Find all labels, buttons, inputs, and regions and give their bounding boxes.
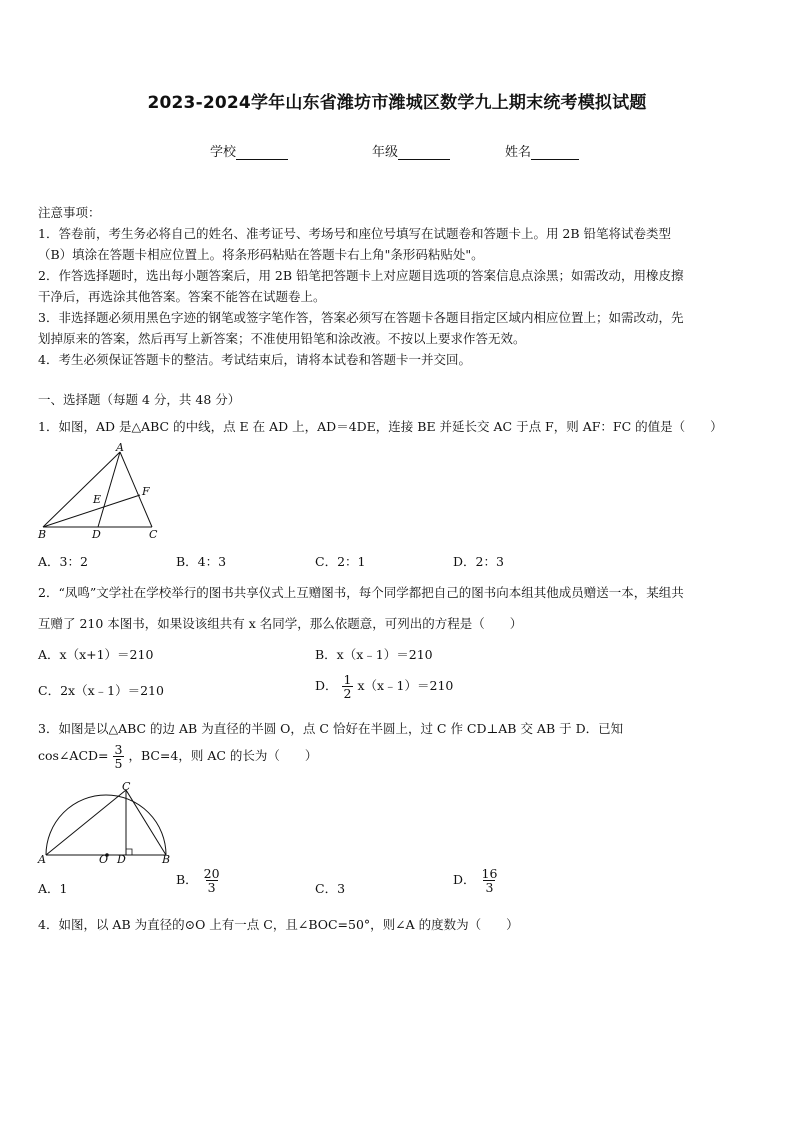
q3-cos-suffix: ，BC=4，则 AC 的长为（ ）: [128, 748, 318, 764]
q1-stem: 1．如图，AD 是△ABC 的中线，点 E 在 AD 上，AD＝4DE，连接 BE 并延长交 AC 于点 F，则 AF：FC 的值是（ ）: [38, 419, 723, 434]
grade-field: [372, 141, 450, 160]
q1-label-d: D: [92, 528, 101, 540]
q3-label-b: B: [162, 853, 171, 865]
notes-heading: 注意事项：: [38, 205, 101, 220]
grade-blank: [398, 145, 450, 160]
q1-label-a: A: [116, 441, 124, 454]
q3-semicircle-figure: [36, 779, 176, 865]
q3-label-c: C: [122, 780, 131, 793]
q1-option-a[interactable]: A．3：2: [38, 554, 88, 569]
q1-line-bf: [43, 495, 140, 527]
q3-cos-prefix: cos∠ACD=: [38, 748, 109, 764]
q2-option-c[interactable]: C．2x（x﹣1）＝210: [38, 683, 164, 698]
q2-option-b[interactable]: B．x（x﹣1）＝210: [315, 647, 433, 662]
q3-option-d[interactable]: [453, 867, 499, 894]
q2-option-d-numerator: 1: [343, 672, 352, 687]
notes-line-4: 干净后，再选涂其他答案。答案不能答在试题卷上。: [38, 289, 326, 304]
q3-right-angle-mark: [126, 849, 132, 855]
q3-option-b-denominator: 3: [207, 880, 216, 896]
q3-option-a[interactable]: A．1: [38, 881, 68, 896]
q2-stem-line-1: 2．“凤鸣”文学社在学校举行的图书共享仪式上互赠图书，每个同学都把自己的图书向本组其他成员赠送一本，某组共: [38, 585, 684, 600]
q1-option-d[interactable]: D．2：3: [453, 554, 504, 569]
notes-line-7: 4．考生必须保证答题卡的整洁。考试结束后，请将本试卷和答题卡一并交回。: [38, 352, 471, 367]
q2-option-d[interactable]: [315, 673, 453, 700]
name-field: [505, 141, 579, 160]
q2-option-d-denominator: 2: [343, 686, 352, 702]
q3-stem-line-2: [38, 743, 317, 770]
notes-line-2: （B）填涂在答题卡相应位置上。将条形码粘贴在答题卡右上角"条形码粘贴处"。: [38, 247, 484, 262]
q3-option-d-numerator: 16: [481, 866, 498, 881]
page-title: 2023-2024学年山东省潍坊市潍城区数学九上期末统考模拟试题: [147, 93, 647, 113]
q1-label-b: B: [38, 528, 47, 540]
q3-option-b-fraction: [202, 867, 222, 894]
q1-triangle-figure: [36, 440, 166, 540]
q3-cos-numerator: 3: [114, 742, 123, 757]
q2-option-d-fraction: [342, 673, 354, 700]
q1-label-e: E: [93, 493, 102, 506]
q1-side-ab: [43, 452, 120, 527]
q3-label-d: D: [117, 853, 126, 865]
grade-label: 年级: [372, 145, 399, 160]
q3-option-d-prefix: D．: [453, 872, 476, 888]
q3-option-d-denominator: 3: [485, 880, 494, 896]
notes-line-3: 2．作答选择题时，选出每小题答案后，用 2B 铅笔把答题卡上对应题目选项的答案信息点涂黑；如需改动，用橡皮擦: [38, 268, 684, 283]
school-label: 学校: [210, 145, 237, 160]
q1-label-c: C: [149, 528, 158, 540]
q3-stem-line-1: 3．如图是以△ABC 的边 AB 为直径的半圆 O，点 C 恰好在半圆上，过 C 作 CD⊥AB 交 AB 于 D．已知: [38, 721, 624, 736]
q1-option-b[interactable]: B．4：3: [176, 554, 227, 569]
notes-line-6: 划掉原来的答案，然后再写上新答案；不准使用铅笔和涂改液。不按以上要求作答无效。: [38, 331, 526, 346]
q3-option-d-fraction: [480, 867, 500, 894]
q1-option-c[interactable]: C．2：1: [315, 554, 366, 569]
q3-option-b[interactable]: [176, 867, 222, 894]
name-label: 姓名: [505, 145, 532, 160]
section-heading: 一、选择题（每题 4 分，共 48 分）: [38, 392, 241, 407]
school-blank: [236, 145, 288, 160]
notes-line-5: 3．非选择题必须用黑色字迹的钢笔或签字笔作答，答案必须写在答题卡各题目指定区域内相应位置上；如需改动，先: [38, 310, 684, 325]
q3-option-c[interactable]: C．3: [315, 881, 346, 896]
q2-option-d-prefix: D．: [315, 678, 338, 694]
q3-label-a: A: [38, 853, 46, 865]
notes-line-1: 1．答卷前，考生务必将自己的姓名、准考证号、考场号和座位号填写在试题卷和答题卡上。用 2B 铅笔将试卷类型: [38, 226, 672, 241]
q3-option-b-numerator: 20: [203, 866, 220, 881]
q3-chord-ac: [46, 790, 126, 855]
q3-option-b-prefix: B．: [176, 872, 198, 888]
q3-cos-denominator: 5: [114, 756, 123, 772]
q2-option-a[interactable]: A．x（x+1）＝210: [38, 647, 154, 662]
school-field: [210, 141, 288, 160]
q4-stem: 4．如图，以 AB 为直径的⊙O 上有一点 C，且∠BOC=50°，则∠A 的度数为（ ）: [38, 917, 519, 932]
q2-option-d-suffix: x（x﹣1）＝210: [357, 678, 454, 694]
q3-label-o: O: [99, 853, 109, 865]
q2-stem-line-2: 互赠了 210 本图书，如果设该组共有 x 名同学，那么依题意，可列出的方程是（ ）: [38, 616, 523, 631]
q3-chord-bc: [126, 790, 166, 855]
q3-cos-fraction: [113, 743, 125, 770]
name-blank: [531, 145, 579, 160]
q1-label-f: F: [142, 485, 150, 498]
